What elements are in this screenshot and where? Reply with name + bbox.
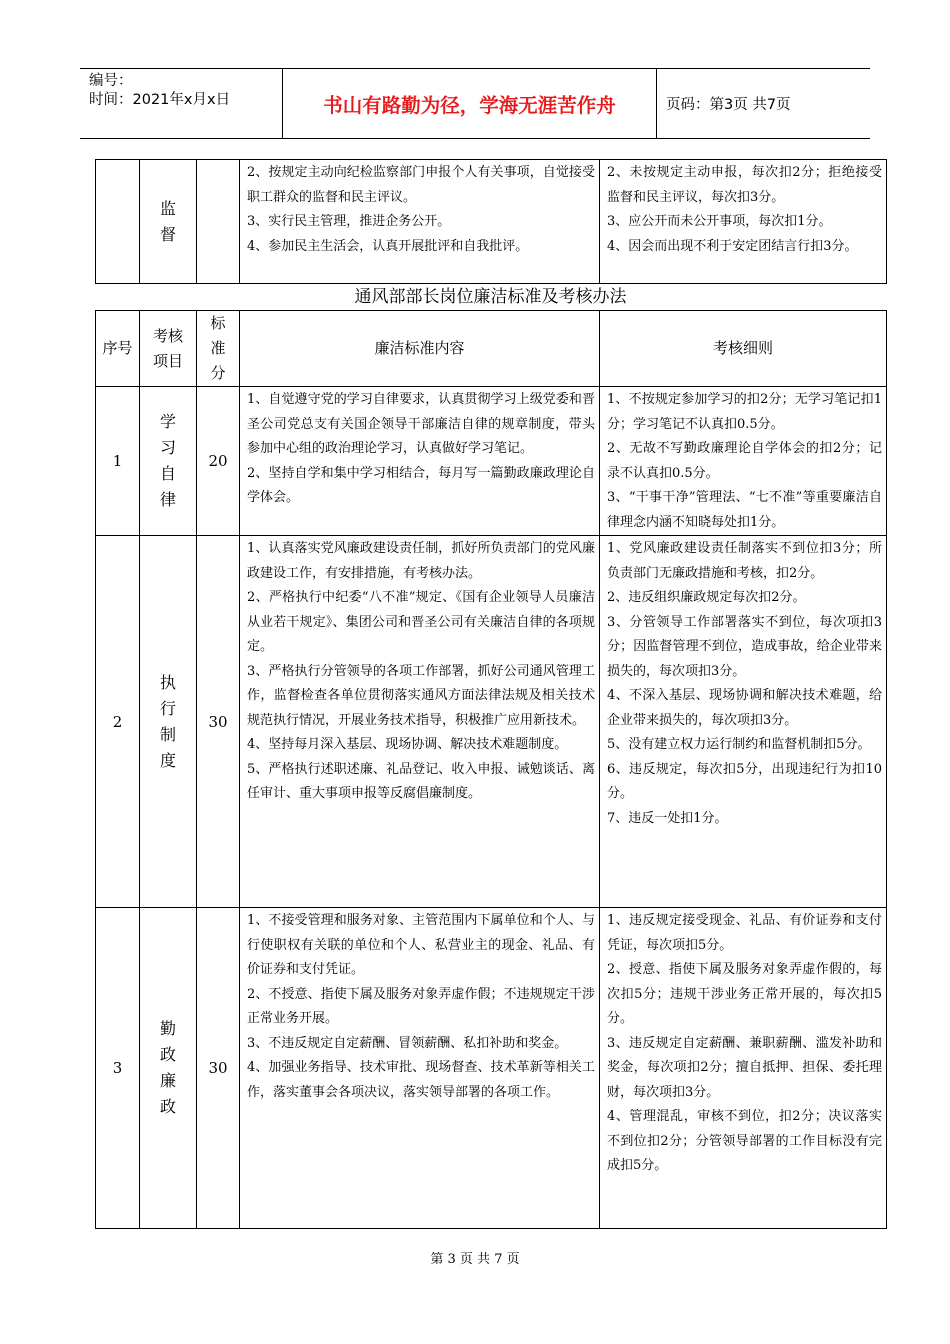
header-motto: 书山有路勤为径，学海无涯苦作舟 (283, 69, 657, 138)
item-label: 监 督 (159, 198, 176, 244)
content-line: 4、参加民主生活会，认真开展批评和自我批评。 (247, 238, 529, 254)
seq-cell (96, 160, 140, 284)
score-cell: 30 (197, 908, 240, 1229)
text-line: 4、加强业务指导、技术审批、现场督查、技术革新等相关工作，落实董事会各项决议，落实领导部署的各项工作。 (247, 1060, 595, 1100)
vertical-label: 执 行 制 度 (159, 672, 176, 770)
content-cell (240, 536, 600, 908)
header-score (197, 311, 240, 387)
rules-cell (600, 160, 887, 284)
main-table (95, 310, 887, 1229)
content-cell (240, 908, 600, 1229)
header-row (96, 311, 887, 387)
text-line: 1、不按规定参加学习的扣2分；无学习笔记扣1分；学习笔记不认真扣0.5分。 (607, 392, 882, 432)
vertical-label: 勤 政 廉 政 (159, 1019, 176, 1116)
page-footer: 第 3 页 共 7 页 (430, 1252, 520, 1267)
text-line: 2、违反组织廉政规定每次扣2分。 (607, 590, 806, 605)
text-line: 1、认真落实党风廉政建设责任制，抓好所负责部门的党风廉政建设工作，有安排措施，有考核办法。 (247, 541, 595, 581)
text-line: 2、无故不写勤政廉理论自学体会的扣2分；记录不认真扣0.5分。 (607, 441, 882, 481)
header-label: 考核 项目 (152, 326, 183, 370)
rules-cell (600, 536, 887, 908)
item-cell (140, 160, 197, 284)
document-header (80, 68, 870, 139)
text-line: 2、严格执行中纪委“八不准”规定、《国有企业领导人员廉洁从业若干规定》、集团公司和晋圣公司有关廉洁自律的各项规定。 (247, 590, 595, 654)
item-cell (140, 387, 197, 536)
text-line: 2、坚持自学和集中学习相结合，每月写一篇勤政廉政理论自学体会。 (247, 465, 595, 505)
rules-cell (600, 387, 887, 536)
header-rules: 考核细则 (600, 311, 887, 387)
text-line: 4、不深入基层、现场协调和解决技术难题，给企业带来损失的，每次项扣3分。 (607, 688, 882, 728)
table-row (96, 536, 887, 908)
table-row (96, 387, 887, 536)
time-label: 时间：2021年x月x日 (89, 92, 231, 108)
vertical-label: 学 习 自 律 (159, 412, 176, 509)
content-line: 3、实行民主管理，推进企务公开。 (247, 214, 451, 229)
seq-cell: 2 (96, 536, 140, 908)
content-line: 2、按规定主动向纪检监察部门申报个人有关事项，自觉接受职工群众的监督和民主评议。 (247, 165, 595, 205)
rule-line: 4、因会而出现不利于安定团结言行扣3分。 (607, 238, 858, 254)
table-row (96, 160, 887, 284)
seq-cell: 1 (96, 387, 140, 536)
rule-line: 3、应公开而未公开事项，每次扣1分。 (607, 214, 832, 229)
content-cell (240, 160, 600, 284)
text-line: 6、违反规定，每次扣5分，出现违纪行为扣10分。 (607, 761, 882, 801)
header-meta (80, 69, 283, 138)
header-content: 廉洁标准内容 (240, 311, 600, 387)
text-line: 3、严格执行分管领导的各项工作部署，抓好公司通风管理工作，监督检查各单位贯彻落实通风方面法律法规及相关技术规范执行情况，开展业务技术指导，积极推广应用新技术。 (247, 663, 595, 728)
text-line: 2、授意、指使下属及服务对象弄虚作假的，每次扣5分；违规干涉业务正常开展的，每次扣5分。 (607, 962, 882, 1026)
text-line: 4、坚持每月深入基层、现场协调、解决技术难题制度。 (247, 737, 568, 752)
rules-cell (600, 908, 887, 1229)
seq-cell: 3 (96, 908, 140, 1229)
text-line: 5、严格执行述职述廉、礼品登记、收入申报、诫勉谈话、离任审计、重大事项申报等反腐倡廉制度。 (247, 761, 595, 801)
score-cell: 30 (197, 536, 240, 908)
item-cell (140, 536, 197, 908)
text-line: 4、管理混乱，审核不到位，扣2分；决议落实不到位扣2分；分管领导部署的工作目标没有完成扣5分。 (607, 1109, 882, 1173)
rule-line: 2、未按规定主动申报，每次扣2分；拒绝接受监督和民主评议，每次扣3分。 (607, 165, 882, 205)
table-row (96, 908, 887, 1229)
table-title: 通风部部长岗位廉洁标准及考核办法 (354, 287, 627, 307)
header-seq (96, 311, 140, 387)
text-line: 3、分管领导工作部署落实不到位，每次项扣3分；因监督管理不到位，造成事故，给企业带来损失的，每次项扣3分。 (607, 614, 882, 679)
header-label: 序号 (102, 339, 133, 357)
header-item (140, 311, 197, 387)
score-cell (197, 160, 240, 284)
item-cell (140, 908, 197, 1229)
header-page-info: 页码：第3页 共7页 (666, 97, 791, 113)
text-line: 7、违反一处扣1分。 (607, 810, 728, 826)
text-line: 3、不违反规定自定薪酬、冒领薪酬、私扣补助和奖金。 (247, 1035, 568, 1051)
continued-table (95, 159, 887, 284)
text-line: 3、“干事干净”管理法、“七不准”等重要廉洁自律理念内涵不知晓每处扣1分。 (607, 490, 882, 530)
text-line: 1、不接受管理和服务对象、主管范围内下属单位和个人、与行使职权有关联的单位和个人、私营业主的现金、礼品、有价证券和支付凭证。 (247, 913, 595, 977)
text-line: 3、违反规定自定薪酬、兼职薪酬、滥发补助和奖金，每次项扣2分；擅自抵押、担保、委托理财，每次项扣3分。 (607, 1035, 882, 1100)
text-line: 1、违反规定接受现金、礼品、有价证券和支付凭证，每次项扣5分。 (607, 913, 882, 953)
text-line: 1、自觉遵守党的学习自律要求，认真贯彻学习上级党委和晋圣公司党总支有关国企领导干部廉洁自律的规章制度，带头参加中心组的政治理论学习，认真做好学习笔记。 (247, 392, 595, 456)
text-line: 2、不授意、指使下属及服务对象弄虚作假；不违规规定干涉正常业务开展。 (247, 986, 595, 1026)
header-label: 标 准 分 (210, 314, 226, 382)
number-label: 编号： (89, 73, 133, 89)
text-line: 5、没有建立权力运行制约和监督机制扣5分。 (607, 737, 871, 752)
content-cell (240, 387, 600, 536)
score-cell: 20 (197, 387, 240, 536)
text-line: 1、党风廉政建设责任制落实不到位扣3分；所负责部门无廉政措施和考核，扣2分。 (607, 541, 882, 581)
